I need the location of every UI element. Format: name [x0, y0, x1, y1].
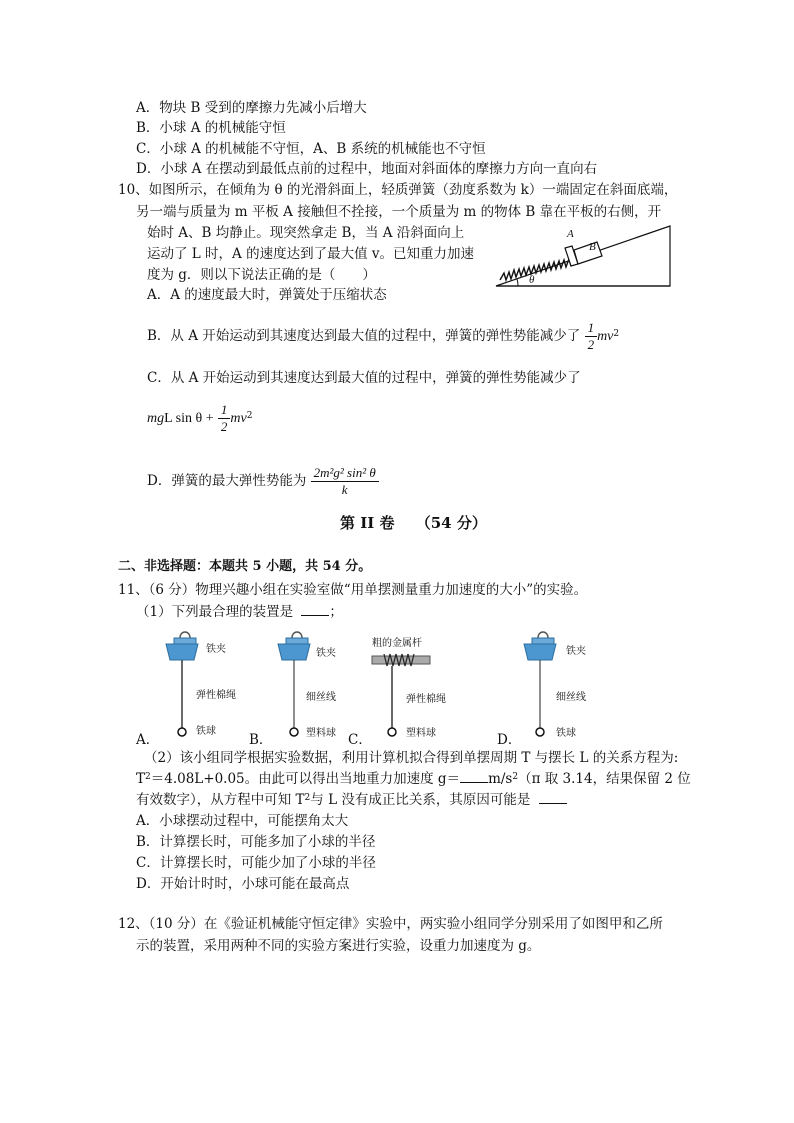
q11-option-b: B．计算摆长时，可能多加了小球的半径 [136, 834, 376, 850]
fraction-numerator: 2m²g² sin² θ [311, 465, 379, 482]
apparatus-d-ball-label: 铁球 [556, 728, 576, 739]
q12-stem-line2: 示的装置，采用两种不同的实验方案进行实验，设重力加速度为 g。 [136, 938, 541, 954]
q11-option-d: D．开始计时时，小球可能在最高点 [136, 876, 350, 892]
q10-option-d-fraction [311, 465, 379, 498]
section-score: （54 分） [415, 514, 487, 532]
q9-option-b: B．小球 A 的机械能守恒 [136, 120, 286, 136]
q11-sub1-end: ； [329, 604, 343, 620]
q10-option-b-fraction [585, 320, 598, 353]
fig-label-b: B [589, 241, 596, 253]
q9-option-c: C．小球 A 的机械能不守恒，A、B 系统的机械能也不守恒 [136, 141, 486, 157]
apparatus-a-top-label: 铁夹 [206, 644, 226, 655]
q11-stem: 11、（6 分）物理兴趣小组在实验室做“用单摆测量重力加速度的大小”的实验。 [118, 582, 588, 598]
apparatus-c-mid-label: 弹性棉绳 [406, 694, 446, 705]
apparatus-d-letter[interactable]: D． [497, 732, 522, 748]
q11-option-a: A．小球摆动过程中，可能摆角太大 [136, 813, 349, 829]
apparatus-c-ball-label: 塑料球 [406, 728, 436, 739]
apparatus-b-top-label: 铁夹 [316, 648, 336, 659]
q11-option-c: C．计算摆长时，可能少加了小球的半径 [136, 855, 376, 871]
q10-option-d-text: D．弹簧的最大弹性势能为 [147, 473, 307, 489]
section-title-text: 第 II 卷 [340, 514, 395, 532]
q10-stem-line3: 始时 A、B 均静止。现突然拿走 B，当 A 沿斜面向上 [147, 225, 465, 241]
apparatus-d-top-label: 铁夹 [566, 646, 586, 657]
q10-option-c-fraction [218, 402, 231, 435]
q11-eq-t: T [136, 771, 146, 787]
fraction-numerator: 1 [218, 402, 231, 419]
q11-sub1 [136, 603, 343, 621]
fig-label-a: A [567, 228, 574, 240]
apparatus-a-ball-label: 铁球 [196, 726, 216, 737]
q10-stem-line2: 另一端与质量为 m 平板 A 接触但不拴接，一个质量为 m 的物体 B 靠在平板的右侧，开 [136, 204, 662, 220]
q11-eq-body: ＝4.08L+0.05。由此可以得出当地重力加速度 g＝ [150, 771, 461, 787]
q11-sub2-line2: $T^2=4.08L+0.05$。由此可以得出当地重力加速度 $g= m/s^2(\pi$ 取 3.14，结果保留 2 位 [136, 771, 691, 787]
q9-option-d: D．小球 A 在摆动到最低点前的过程中，地面对斜面体的摩擦力方向一直向右 [136, 161, 598, 177]
apparatus-c-top-label: 粗的金属杆 [372, 638, 422, 649]
q11-eq-note: （π 取 3.14，结果保留 2 位 [518, 771, 691, 787]
q10-stem-line5: 度为 g．则以下说法正确的是（ ） [147, 267, 376, 283]
answer-blank[interactable] [301, 615, 329, 616]
fig-label-theta: θ [529, 274, 535, 286]
q10-option-b-text: B．从 A 开始运动到其速度达到最大值的过程中，弹簧的弹性势能减少了 [147, 328, 581, 344]
q11-sub2-line1: （2）该小组同学根据实验数据，利用计算机拟合得到单摆周期 T 与摆长 L 的关系方程为: [144, 750, 679, 766]
q10-option-b-expr: mv [597, 329, 614, 344]
q10-incline-figure [492, 220, 674, 292]
q11-sub2-line3: 有效数字），从方程中可知 $T^2$与 L 没有成正比关系，其原因可能是 [136, 791, 567, 809]
q11-eq-unit: m/s [488, 771, 513, 787]
q10-option-c-expr-a: mg [147, 411, 165, 426]
apparatus-a-mid-label: 弹性棉绳 [196, 690, 236, 701]
q12-stem-line1: 12、（10 分）在《验证机械能守恒定律》实验中，两实验小组同学分别采用了如图甲和乙所 [118, 916, 663, 932]
q11-sub2-line3a: 有效数字），从方程中可知 T [136, 792, 305, 808]
apparatus-b-mid-label: 细丝线 [306, 692, 336, 703]
fraction-numerator: 1 [585, 320, 598, 337]
q10-option-c-tail: mv [230, 411, 247, 426]
q9-option-a: A．物块 B 受到的摩擦力先减小后增大 [136, 100, 367, 116]
q10-option-b: B．从 A 开始运动到其速度达到最大值的过程中，弹簧的弹性势能减少了 $\frac{1}{2}$ $mv^2$ [147, 320, 620, 352]
q10-stem-line4: 运动了 L 时，A 的速度达到了最大值 v。已知重力加速 [147, 246, 475, 262]
fraction-denominator: 2 [220, 419, 228, 434]
q10-option-c-expression: mgL sin θ + $\frac{1}{2}$ $mv^2$ [147, 402, 253, 434]
q10-option-a: A．A 的速度最大时，弹簧处于压缩状态 [147, 287, 387, 303]
q10-option-d [147, 461, 379, 501]
q10-option-c: C．从 A 开始运动到其速度达到最大值的过程中，弹簧的弹性势能减少了 [147, 370, 581, 386]
q10-stem-line1: 10、如图所示，在倾角为 θ 的光滑斜面上，轻质弹簧（劲度系数为 k）一端固定在斜面底端， [118, 182, 678, 198]
answer-blank-reason[interactable] [539, 803, 567, 804]
apparatus-b-ball-label: 塑料球 [306, 728, 336, 739]
q11-sub2-line3b: 与 L 没有成正比关系，其原因可能是 [310, 792, 531, 808]
q10-option-c-expr-b: L sin θ + [164, 411, 214, 426]
q11-sub1-text: （1）下列最合理的装置是 [136, 604, 294, 620]
apparatus-c-letter[interactable]: C． [348, 732, 372, 748]
fraction-denominator: k [341, 482, 348, 497]
answer-blank-g[interactable] [460, 782, 488, 783]
part2-heading: 二、非选择题：本题共 5 小题，共 54 分。 [118, 559, 372, 574]
apparatus-a-letter[interactable]: A． [136, 732, 160, 748]
apparatus-b-letter[interactable]: B． [249, 732, 273, 748]
fraction-denominator: 2 [587, 337, 595, 352]
section-title [340, 512, 487, 533]
apparatus-d-mid-label: 细丝线 [556, 692, 586, 703]
